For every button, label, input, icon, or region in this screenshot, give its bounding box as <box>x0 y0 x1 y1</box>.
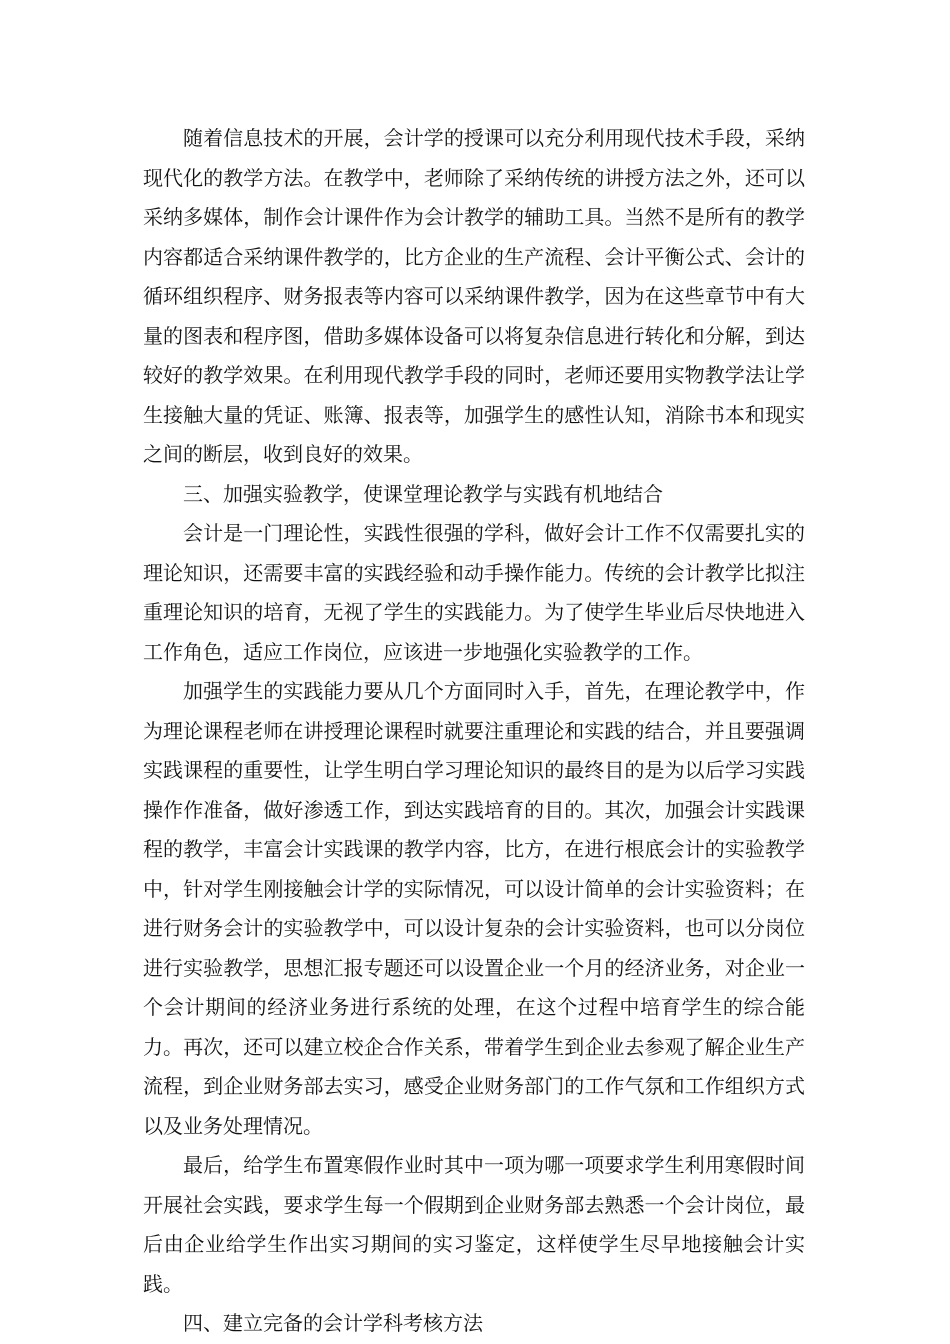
document-body <box>143 119 805 1344</box>
paragraph-teaching-methods: 随着信息技术的开展，会计学的授课可以充分利用现代技术手段，采纳现代化的教学方法。在教学中，老师除了采纳传统的讲授方法之外，还可以采纳多媒体，制作会计课件作为会计教学的辅助工具。当然不是所有的教学内容都适合采纳课件教学的，比方企业的生产流程、会计平衡公式、会计的循环组织程序、财务报表等内容可以采纳课件教学，因为在这些章节中有大量的图表和程序图，借助多媒体设备可以将复杂信息进行转化和分解，到达较好的教学效果。在利用现代教学手段的同时，老师还要用实物教学法让学生接触大量的凭证、账簿、报表等，加强学生的感性认知，消除书本和现实之间的断层，收到良好的效果。 <box>143 126 805 466</box>
section-heading-assessment: 四、建立完备的会计学科考核方法 <box>183 1311 483 1335</box>
paragraph-practice-importance: 会计是一门理论性，实践性很强的学科，做好会计工作不仅需要扎实的理论知识，还需要丰富的实践经验和动手操作能力。传统的会计教学比拟注重理论知识的培育，无视了学生的实践能力。为了使学生毕业后尽快地进入工作角色，适应工作岗位，应该进一步地强化实验教学的工作。 <box>143 521 805 664</box>
section-heading-experiment-teaching: 三、加强实验教学，使课堂理论教学与实践有机地结合 <box>183 481 663 506</box>
paragraph-practice-ability: 加强学生的实践能力要从几个方面同时入手，首先，在理论教学中，作为理论课程老师在讲授理论课程时就要注重理论和实践的结合，并且要强调实践课程的重要性，让学生明白学习理论知识的最终目的是为以后学习实践操作作准备，做好渗透工作，到达实践培育的目的。其次，加强会计实践课程的教学，丰富会计实践课的教学内容，比方，在进行根底会计的实验教学中，针对学生刚接触会计学的实际情况，可以设计简单的会计实验资料；在进行财务会计的实验教学中，可以设计复杂的会计实验资料，也可以分岗位进行实验教学，思想汇报专题还可以设置企业一个月的经济业务，对企业一个会计期间的经济业务进行系统的处理，在这个过程中培育学生的综合能力。再次，还可以建立校企合作关系，带着学生到企业去参观了解企业生产流程，到企业财务部去实习，感受企业财务部门的工作气氛和工作组织方式以及业务处理情况。 <box>143 679 805 1138</box>
paragraph-winter-practice: 最后，给学生布置寒假作业时其中一项为哪一项要求学生利用寒假时间开展社会实践，要求学生每一个假期到企业财务部去熟悉一个会计岗位，最后由企业给学生作出实习期间的实习鉴定，这样使学生尽早地接触会计实践。 <box>143 1153 805 1296</box>
